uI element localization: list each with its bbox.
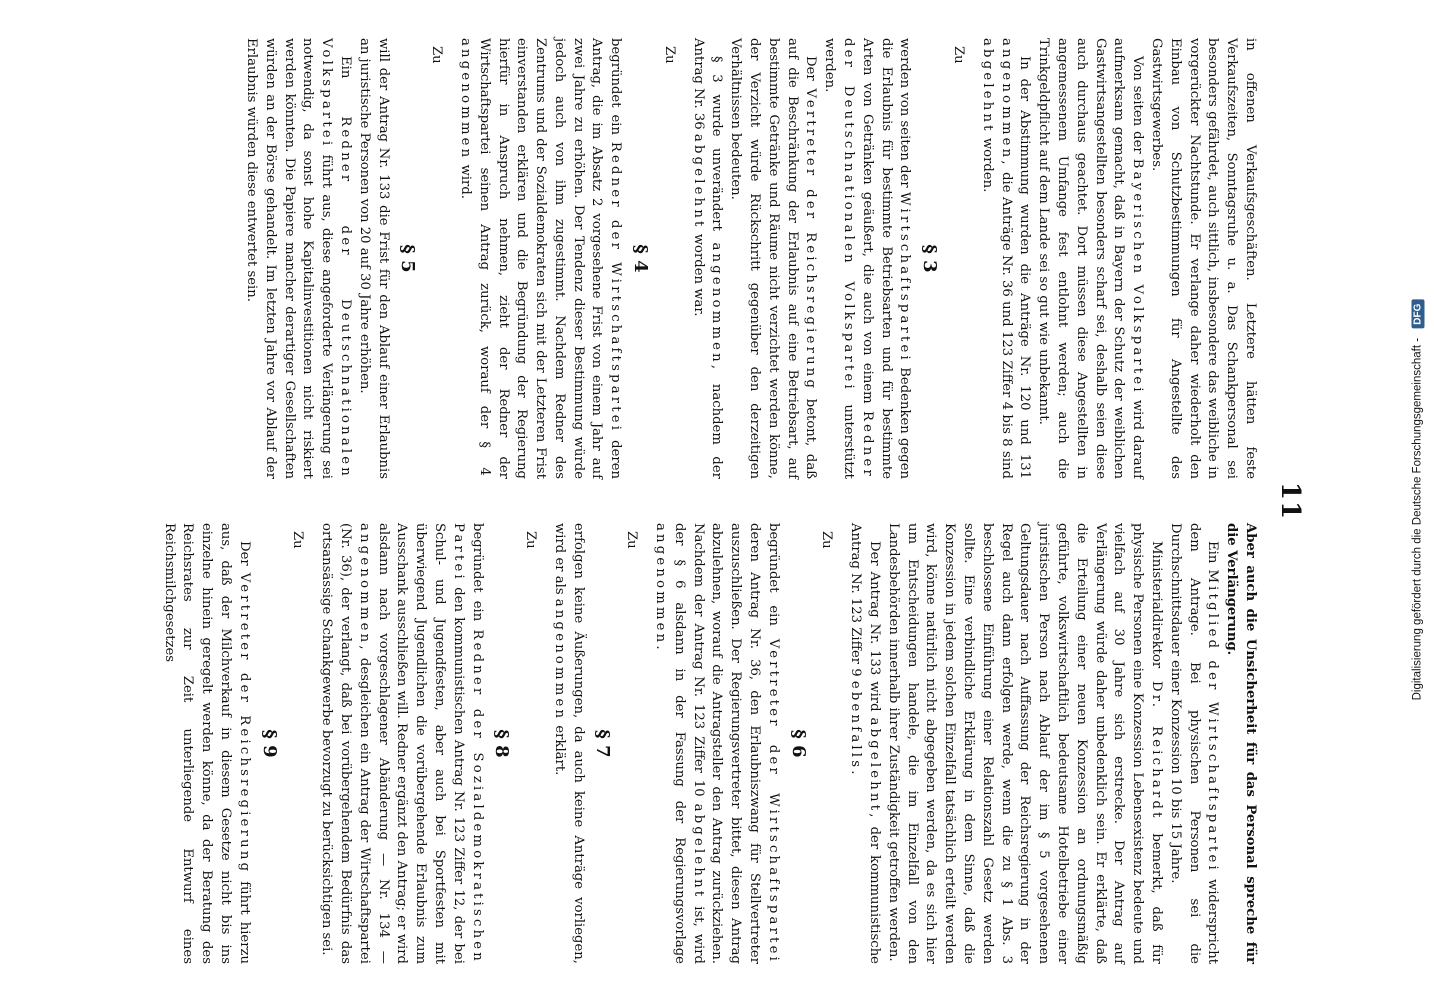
paragraph: In der Abstimmung wurden die Anträge Nr. 120 und 131 angenommen, die Anträge Nr. 36 und 123 Ziffer 4 bis 8 sind abgelehnt worden.: [979, 38, 1033, 479]
paragraph: will der Antrag Nr. 133 die Frist für den Ablauf einer Erlaubnis an juristische Personen von 20 auf 30 Jahre erhöhen.: [356, 38, 391, 479]
section-heading: § 7: [592, 729, 614, 758]
paragraph: Aber auch die Unsicherheit für das Personal spreche für die Verlängerung.: [1224, 523, 1258, 964]
paragraph: begründet ein Redner der Wirtschaftspartei deren Antrag, die im Absatz 2 vorgesehene Frist von einem Jahr auf zwei Jahre zu erhöhen. Der Tendenz dieser Bestimmung würde jedoch auch von ihm zugestimmt. Nachdem Redner des Zentrums und der Sozialdemokraten sich mit der Letzteren Frist einverstanden erklären und die Begründung der Regierung hierfür in Anspruch nehmen, zieht der Redner der Wirtschaftspartei seinen Antrag zurück, worauf der § 4 angenommen wird.: [457, 38, 624, 480]
paragraph: Ministerialdirektor Dr. Reichardt bemerkt, daß für physische Personen eine Konzession Lebensexistenz bedeute und vielfach auf 30 Jahre sich erstrecke. Der Antrag auf Verlängerung würde daher unbedenklich sein. Er erklärte, daß die Erteilung einer neuen Konzession an ordnungsmäßig geführte, volkswirtschaftlich bedeutsame Hotelbetriebe einer juristischen Person nach Ablauf der im § 5 vorgesehenen Geltungsdauer nach Auffassung der Reichsregierung in der Regel auch dann erfolgen werde, wenn die zu § 1 Abs. 3 beschlossene Einführung einer Relationszahl Gesetz werden sollte. Eine verbindliche Erklärung in dem Sinne, daß die Konzession in jedem solchen Einzelfall tatsächlich erteilt werden wird, könne natürlich nicht abgegeben werden, da es sich hier um Entscheidungen handele, die im Einzelfall von den Landesbehörden innerhalb ihrer Zuständigkeit getroffen werden.: [885, 523, 1165, 964]
paragraph: in offenen Verkaufsgeschäften. Letztere hätten feste Verkaufszeiten, Sonntagsruhe u. a. Das Schankpersonal sei besonders gefährdet, auch sittlich, insbesondere das weibliche in vorgerückter Nachtstunde. Er verlange daher wiederholt den Einbau von Schutzbestimmungen für Angestellte des Gastwirtsgewerbes.: [1149, 38, 1258, 479]
paragraph: Der Vertreter der Reichsregierung führt hierzu aus, daß der Milchverkauf in diesem Gesetze nicht bis ins einzelne hinein geregelt werden könne, da der Beratung des Reichsrates zur Zeit unterliegende Entwurf eines Reichsmilchgesetzes: [161, 523, 252, 964]
section-heading: § 5: [397, 244, 419, 273]
paragraph: werden von seiten der Wirtschaftspartei Bedenken gegen die Erlaubnis für bestimmte Betriebsarten und für bestimmte Arten von Getränken geäußert, die auch von einem Redner der Deutschnationalen Volkspartei unterstützt werden.: [822, 38, 913, 479]
section-heading: § 9: [258, 729, 280, 758]
zu-label: Zu: [951, 46, 967, 64]
paragraph: Ein Redner der Deutschnationalen Volkspartei führt aus, diese angeforderte Verlängerung sei notwendig, da sonst hohe Kapitalinvestitionen nicht riskiert werden könnten. Die Papiere mancher derartiger Gesellschaften würden an der Börse gehandelt. Im letzten Jahre vor Ablauf der Erlaubnis würden diese entwertet sein.: [243, 38, 353, 479]
zu-label: Zu: [661, 46, 677, 64]
zu-label: Zu: [523, 531, 539, 549]
paragraph: erfolgen keine Äußerungen, da auch keine Anträge vorliegen, wird er als angenommen erklärt.: [551, 523, 586, 964]
right-column: [159, 523, 1259, 964]
zu-label: Zu: [290, 531, 306, 549]
section-heading: § 8: [491, 729, 513, 758]
zu-label: Zu: [819, 531, 835, 549]
page-number: 11: [1275, 481, 1305, 521]
section-heading: § 4: [630, 244, 652, 273]
paragraph: Der Vertreter der Reichsregierung betont, daß auf die Beschränkung der Erlaubnis auf eine Betriebsart, auf bestimmte Getränke und Räume nicht verzichtet werden könne, der Verzicht würde Rückschritt gegenüber den derzeitigen Verhältnissen bedeuten.: [728, 38, 819, 480]
paragraph: Ein Mitglied der Wirtschaftspartei widerspricht dem Antrage. Bei physischen Personen sei die Durchschnittsdauer einer Konzession 10 bis 15 Jahre.: [1167, 523, 1221, 965]
digitization-credit: [1404, 8, 1432, 992]
document-page: [77, 0, 1357, 1000]
zu-label: Zu: [429, 46, 445, 64]
zu-label: Zu: [624, 531, 640, 549]
paragraph: § 3 wurde unverändert angenommen, nachdem der Antrag Nr. 36 abgelehnt worden war.: [690, 38, 725, 479]
paragraph: begründet ein Redner der Sozialdemokratischen Partei den kommunistischen Antrag Nr. 123 Ziffer 12, der bei Schul- und Jugendfesten, aber auch bei Sportfesten mit überwiegend Jugendlichen die vorübergehende Erlaubnis zum Ausschank ausschließen will. Redner ergänzt den Antrag; er wird alsdann nach vorgeschlagener Abänderung — Nr. 134 — angenommen, desgleichen ein Antrag der Wirtschaftspartei (Nr. 36), der verlangt, daß bei vorübergehendem Bedürfnis das ortsansässige Schankgewerbe bevorzugt zu berücksichtigen sei.: [319, 523, 485, 964]
section-heading: § 3: [919, 244, 941, 273]
section-heading: § 6: [787, 729, 809, 758]
credit-line: [1412, 300, 1425, 701]
dfg-logo: DFG: [1412, 300, 1425, 329]
left-column: [159, 38, 1259, 479]
paragraph: Von seiten der Bayerischen Volkspartei wird darauf aufmerksam gemacht, daß in Bayern der Schutz der weiblichen Gastwirtsangestellten besonders scharf sei, deshalb seien diese auch durchaus geachtet. Dort müssen diese Angestellten in angemessenem Umfange fest entlohnt werden; auch die Trinkgeldpflicht auf dem Lande sei so gut wie unbekannt.: [1036, 38, 1146, 479]
paragraph: Der Antrag Nr. 133 wird abgelehnt, der kommunistische Antrag Nr. 123 Ziffer 9 ebenfalls.: [848, 523, 883, 964]
credit-text: Digitalisierung gefördert durch die Deutsche Forschungsgemeinschaft -: [1411, 337, 1424, 701]
paragraph: begründet ein Vertreter der Wirtschaftspartei deren Antrag Nr. 36, den Erlaubniszwang für Stellvertreter auszuschließen. Der Regierungsvertreter bittet, diesen Antrag abzulehnen, worauf die Antragsteller den Antrag zurückziehen. Nachdem der Antrag Nr. 123 Ziffer 10 abgelehnt ist, wird der § 6 alsdann in der Fassung der Regierungsvorlage angenommen.: [653, 523, 781, 964]
